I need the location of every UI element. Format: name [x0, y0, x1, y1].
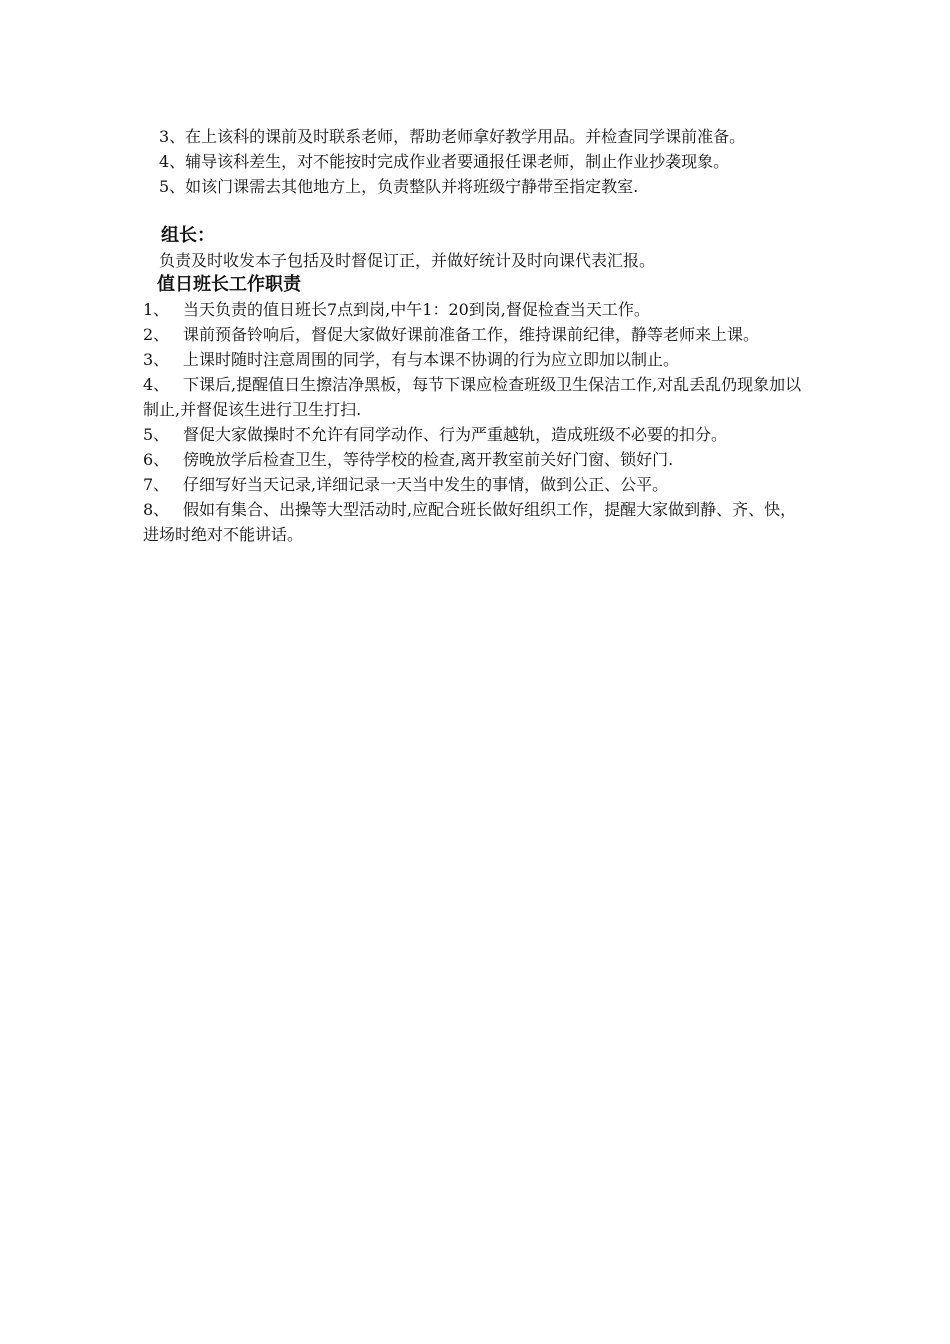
- list-item: [143, 497, 808, 547]
- list-item: [143, 297, 808, 322]
- list-item: [143, 372, 808, 422]
- list-item-number: 3、: [143, 350, 170, 369]
- document-page: [143, 124, 808, 547]
- list-item: [143, 447, 808, 472]
- section-spacer: [143, 199, 808, 223]
- list-item-text: 课前预备铃响后，督促大家做好课前准备工作，维持课前纪律，静等老师来上课。: [183, 325, 760, 344]
- list-item-number: 1、: [143, 300, 170, 319]
- list-item: [143, 347, 808, 372]
- list-item: [143, 472, 808, 497]
- list-item-text: 下课后,提醒值日生擦洁净黑板，每节下课应检查班级卫生保洁工作,对乱丢乱仍现象加以制止,并督促该生进行卫生打扫.: [143, 375, 802, 419]
- list-item-text: 督促大家做操时不允许有同学动作、行为严重越轨，造成班级不必要的扣分。: [183, 425, 728, 444]
- list-item-number: 6、: [143, 450, 170, 469]
- list-item-text: 假如有集合、出操等大型活动时,应配合班长做好组织工作，提醒大家做到静、齐、快，进场时绝对不能讲话。: [143, 500, 797, 544]
- list-item-number: 2、: [143, 325, 170, 344]
- list-item-number: 8、: [143, 500, 170, 519]
- list-item-number: 5、: [143, 425, 170, 444]
- list-item-text: 仔细写好当天记录,详细记录一天当中发生的事情，做到公正、公平。: [183, 475, 669, 494]
- list-item-text: 上课时随时注意周围的同学，有与本课不协调的行为应立即加以制止。: [183, 350, 680, 369]
- list-item-text: 傍晚放学后检查卫生，等待学校的检查,离开教室前关好门窗、锁好门.: [183, 450, 674, 469]
- group-leader-body: 负责及时收发本子包括及时督促订正，并做好统计及时向课代表汇报。: [159, 251, 656, 270]
- subject-rep-item-3: 3、在上该科的课前及时联系老师，帮助老师拿好教学用品。并检查同学课前准备。: [159, 127, 746, 146]
- group-leader-heading: 组长：: [161, 225, 215, 246]
- duty-monitor-list: [143, 297, 808, 547]
- subject-rep-item-4: 4、辅导该科差生，对不能按时完成作业者要通报任课老师，制止作业抄袭现象。: [159, 152, 730, 171]
- list-item: [143, 422, 808, 447]
- list-item-text: 当天负责的值日班长7点到岗,中午1：20到岗,督促检查当天工作。: [183, 300, 650, 319]
- duty-monitor-heading: 值日班长工作职责: [157, 274, 301, 295]
- list-item: [143, 322, 808, 347]
- list-item-number: 7、: [143, 475, 170, 494]
- list-item-number: 4、: [143, 375, 170, 394]
- subject-rep-item-5: 5、如该门课需去其他地方上，负责整队并将班级宁静带至指定教室.: [159, 177, 639, 196]
